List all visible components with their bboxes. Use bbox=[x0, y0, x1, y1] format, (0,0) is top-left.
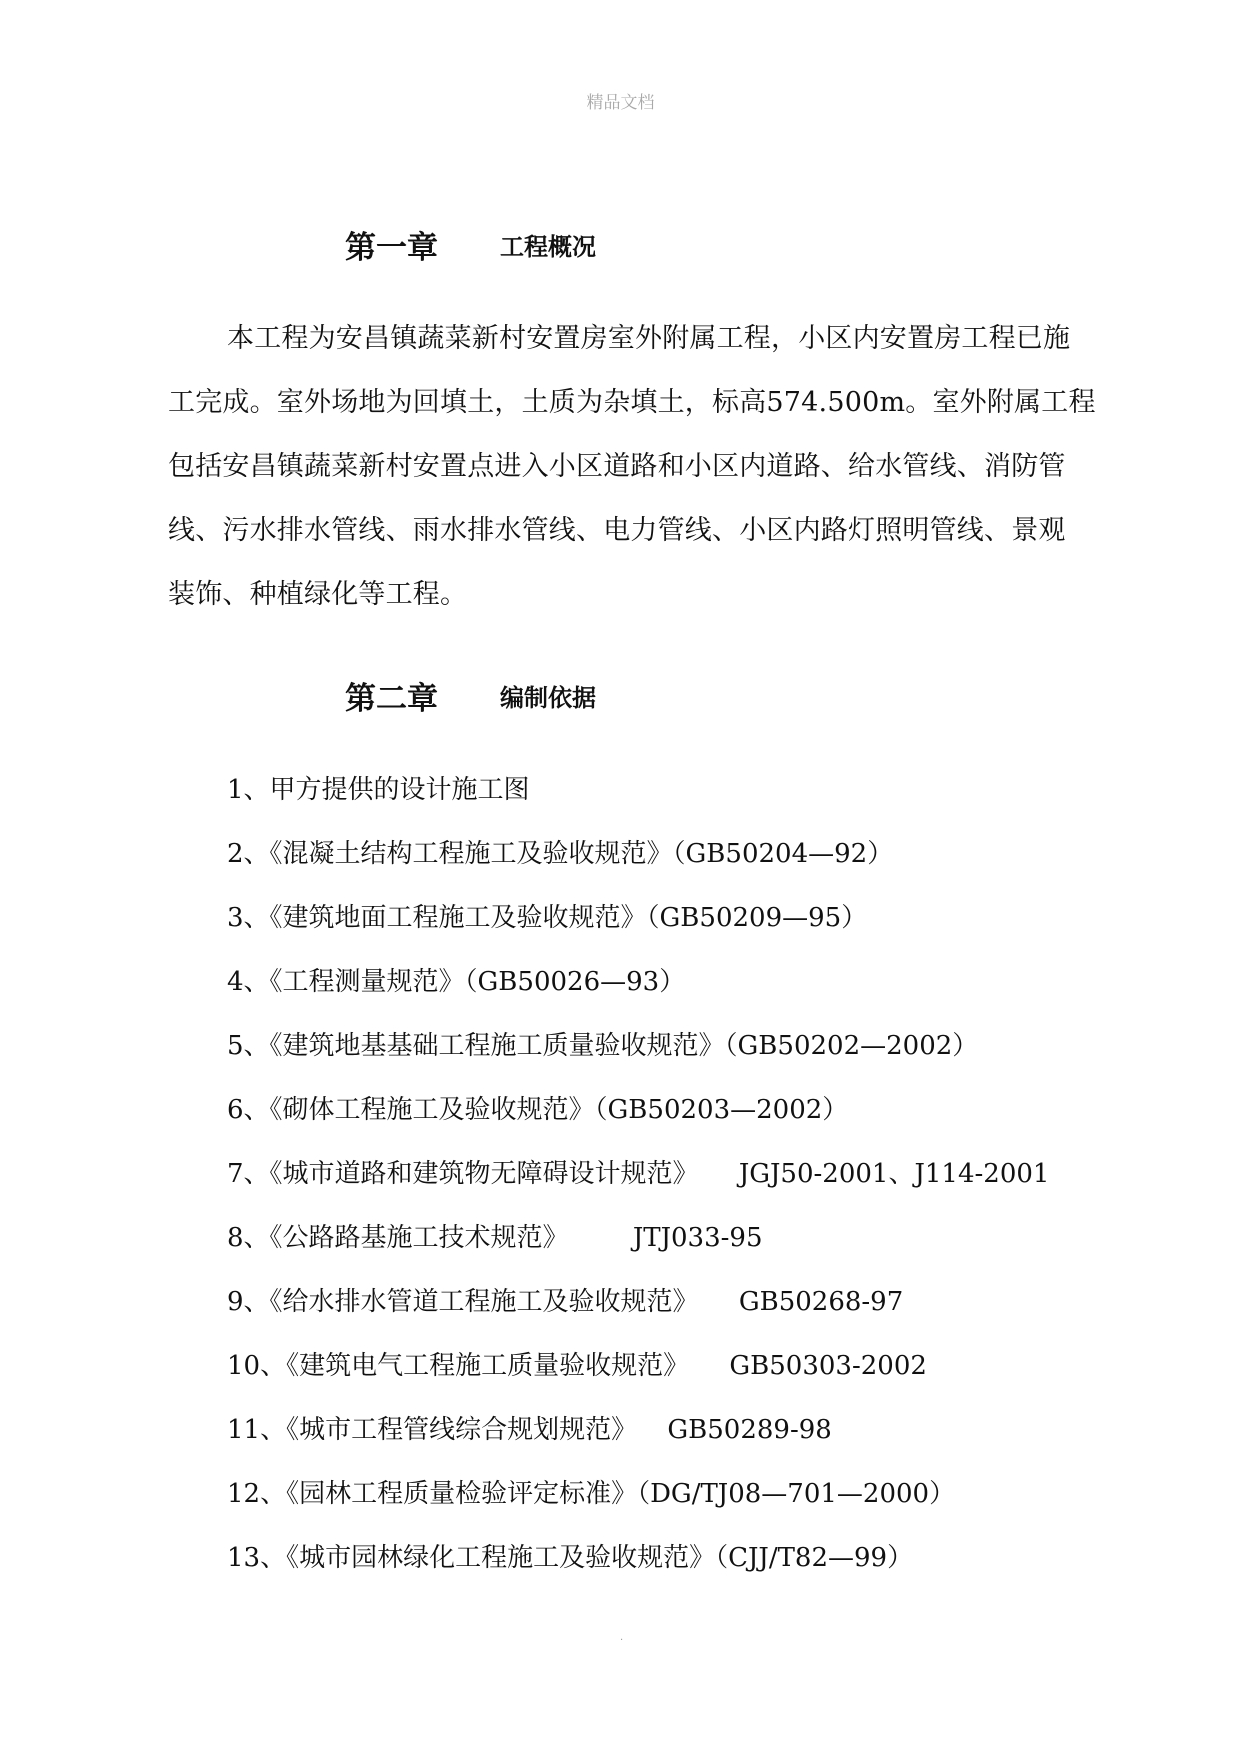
paragraph-line: 工完成。室外场地为回填土，土质为杂填土，标高574.500m。室外附属工程 bbox=[168, 387, 1096, 418]
paragraph-line: 本工程为安昌镇蔬菜新村安置房室外附属工程，小区内安置房工程已施 bbox=[227, 323, 1071, 354]
reference-code: GB50268-97 bbox=[738, 1287, 904, 1317]
reference-item bbox=[227, 1154, 1049, 1194]
reference-text: 7、《城市道路和建筑物无障碍设计规范》 bbox=[227, 1159, 699, 1189]
reference-item bbox=[227, 1474, 955, 1514]
reference-text: 4、《工程测量规范》（GB50026—93） bbox=[227, 967, 686, 997]
page-header-watermark: 精品文档 bbox=[586, 93, 655, 113]
reference-text: 12、《园林工程质量检验评定标准》（DG/TJ08—701—2000） bbox=[227, 1479, 956, 1509]
chapter-2-title: 编制依据 bbox=[500, 683, 596, 712]
reference-text: 9、《给水排水管道工程施工及验收规范》 bbox=[227, 1287, 699, 1317]
reference-item bbox=[227, 1090, 848, 1130]
reference-item bbox=[227, 898, 867, 938]
reference-code: GB50289-98 bbox=[667, 1415, 832, 1445]
reference-text: 6、《砌体工程施工及验收规范》（GB50203—2002） bbox=[227, 1095, 849, 1125]
chapter-2-heading bbox=[345, 675, 596, 715]
reference-item bbox=[227, 1218, 763, 1258]
paragraph-line: 装饰、种植绿化等工程。 bbox=[168, 579, 468, 610]
reference-text: 11、《城市工程管线综合规划规范》 bbox=[227, 1415, 638, 1445]
reference-item bbox=[227, 1538, 913, 1578]
reference-text: 1、甲方提供的设计施工图 bbox=[227, 775, 530, 805]
reference-text: 10、《建筑电气工程施工质量验收规范》 bbox=[227, 1351, 690, 1381]
reference-item bbox=[227, 1346, 927, 1386]
reference-text: 8、《公路路基施工技术规范》 bbox=[227, 1223, 569, 1253]
reference-item bbox=[227, 1410, 832, 1450]
reference-item bbox=[227, 962, 685, 1002]
chapter-1-heading bbox=[345, 224, 596, 264]
reference-text: 5、《建筑地基基础工程施工质量验收规范》（GB50202—2002） bbox=[227, 1031, 979, 1061]
reference-text: 13、《城市园林绿化工程施工及验收规范》（CJJ/T82—99） bbox=[227, 1543, 914, 1573]
reference-code: JTJ033-95 bbox=[632, 1223, 763, 1253]
chapter-1-title: 工程概况 bbox=[500, 232, 596, 261]
chapter-2-number: 第二章 bbox=[345, 680, 438, 717]
paragraph-line: 线、污水排水管线、雨水排水管线、电力管线、小区内路灯照明管线、景观 bbox=[168, 515, 1066, 546]
reference-text: 2、《混凝土结构工程施工及验收规范》（GB50204—92） bbox=[227, 839, 894, 869]
reference-item bbox=[227, 834, 893, 874]
reference-text: 3、《建筑地面工程施工及验收规范》（GB50209—95） bbox=[227, 903, 868, 933]
reference-code: GB50303-2002 bbox=[729, 1351, 927, 1381]
chapter-1-number: 第一章 bbox=[345, 229, 438, 266]
reference-item bbox=[227, 1282, 903, 1322]
reference-item bbox=[227, 770, 530, 810]
footer-mark: . bbox=[620, 1632, 624, 1643]
reference-item bbox=[227, 1026, 978, 1066]
reference-code: JGJ50-2001、J114-2001 bbox=[738, 1159, 1050, 1189]
paragraph-line: 包括安昌镇蔬菜新村安置点进入小区道路和小区内道路、给水管线、消防管 bbox=[168, 451, 1066, 482]
